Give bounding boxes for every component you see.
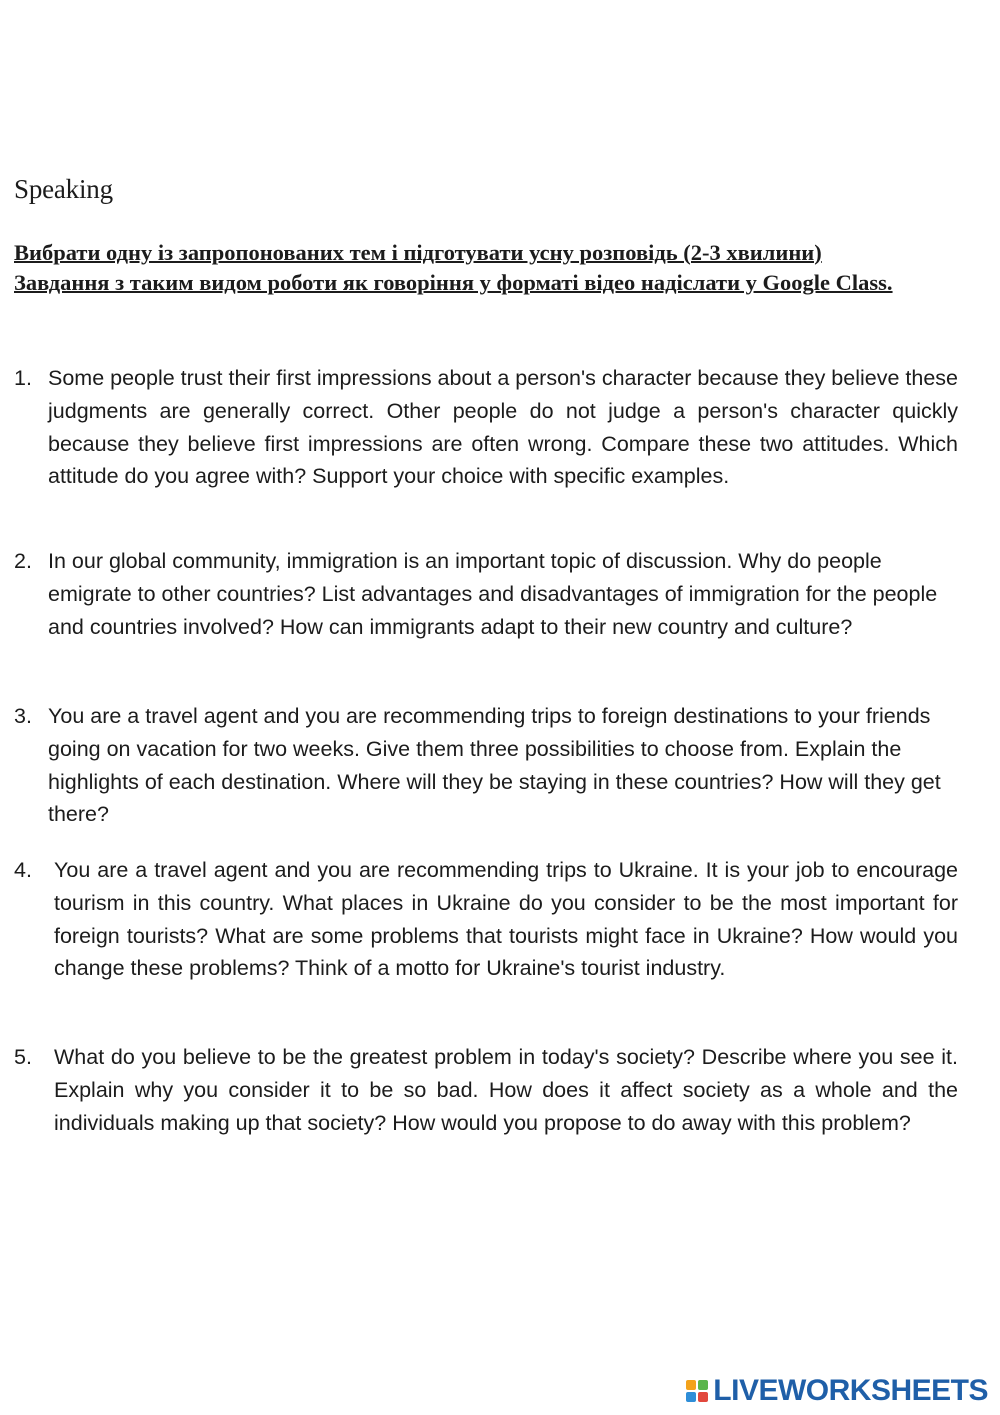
page-title: Speaking — [14, 174, 113, 204]
task-text: You are a travel agent and you are recommending trips to Ukraine. It is your job to encourage tourism in this country. What places in Ukraine do you consider to be the most important for foreign tourists? What are some problems that tourists might face in Ukraine? How would you change these problems? Think of a motto for Ukraine's tourist industry. — [54, 858, 958, 981]
task-item-4 — [14, 854, 958, 985]
task-item-5 — [14, 1041, 958, 1139]
task-number: 2. — [14, 549, 32, 573]
task-text: In our global community, immigration is an important topic of discussion. Why do people emigrate to other countries? List advantages and disadvantages of immigration for the people and countries involved? How can immigrants adapt to their new country and culture? — [48, 549, 938, 639]
task-text: Some people trust their first impressions about a person's character because they believe these judgments are generally correct. Other people do not judge a person's character quickly because they believe first impressions are often wrong. Compare these two attitudes. Which attitude do you agree with? Support your choice with specific examples. — [48, 366, 958, 489]
assignment-instruction: Вибрати одну із запропонованих тем і підготувати усну розповідь (2-3 хвилини) Завдання з таким видом роботи як говоріння у форматі відео надіслати у Google Class. — [14, 240, 893, 295]
task-item-3 — [14, 700, 958, 831]
liveworksheets-logo-icon — [685, 1379, 709, 1403]
logo-wordmark: LIVEWORKSHEETS — [713, 1374, 988, 1407]
task-number: 4. — [14, 858, 32, 882]
task-number: 3. — [14, 704, 32, 728]
task-item-2 — [14, 545, 958, 643]
task-number: 1. — [14, 366, 32, 390]
task-text: You are a travel agent and you are recommending trips to foreign destinations to your friends going on vacation for two weeks. Give them three possibilities to choose from. Explain the highlights of each destination. Where will they be staying in these countries? How will they get there? — [48, 704, 941, 827]
liveworksheets-logo[interactable] — [685, 1376, 988, 1406]
task-text: What do you believe to be the greatest problem in today's society? Describe where you see it. Explain why you consider it to be so bad. How does it affect society as a whole and the individuals making up that society? How would you propose to do away with this problem? — [54, 1045, 958, 1135]
task-number: 5. — [14, 1045, 32, 1069]
task-item-1 — [14, 362, 958, 493]
